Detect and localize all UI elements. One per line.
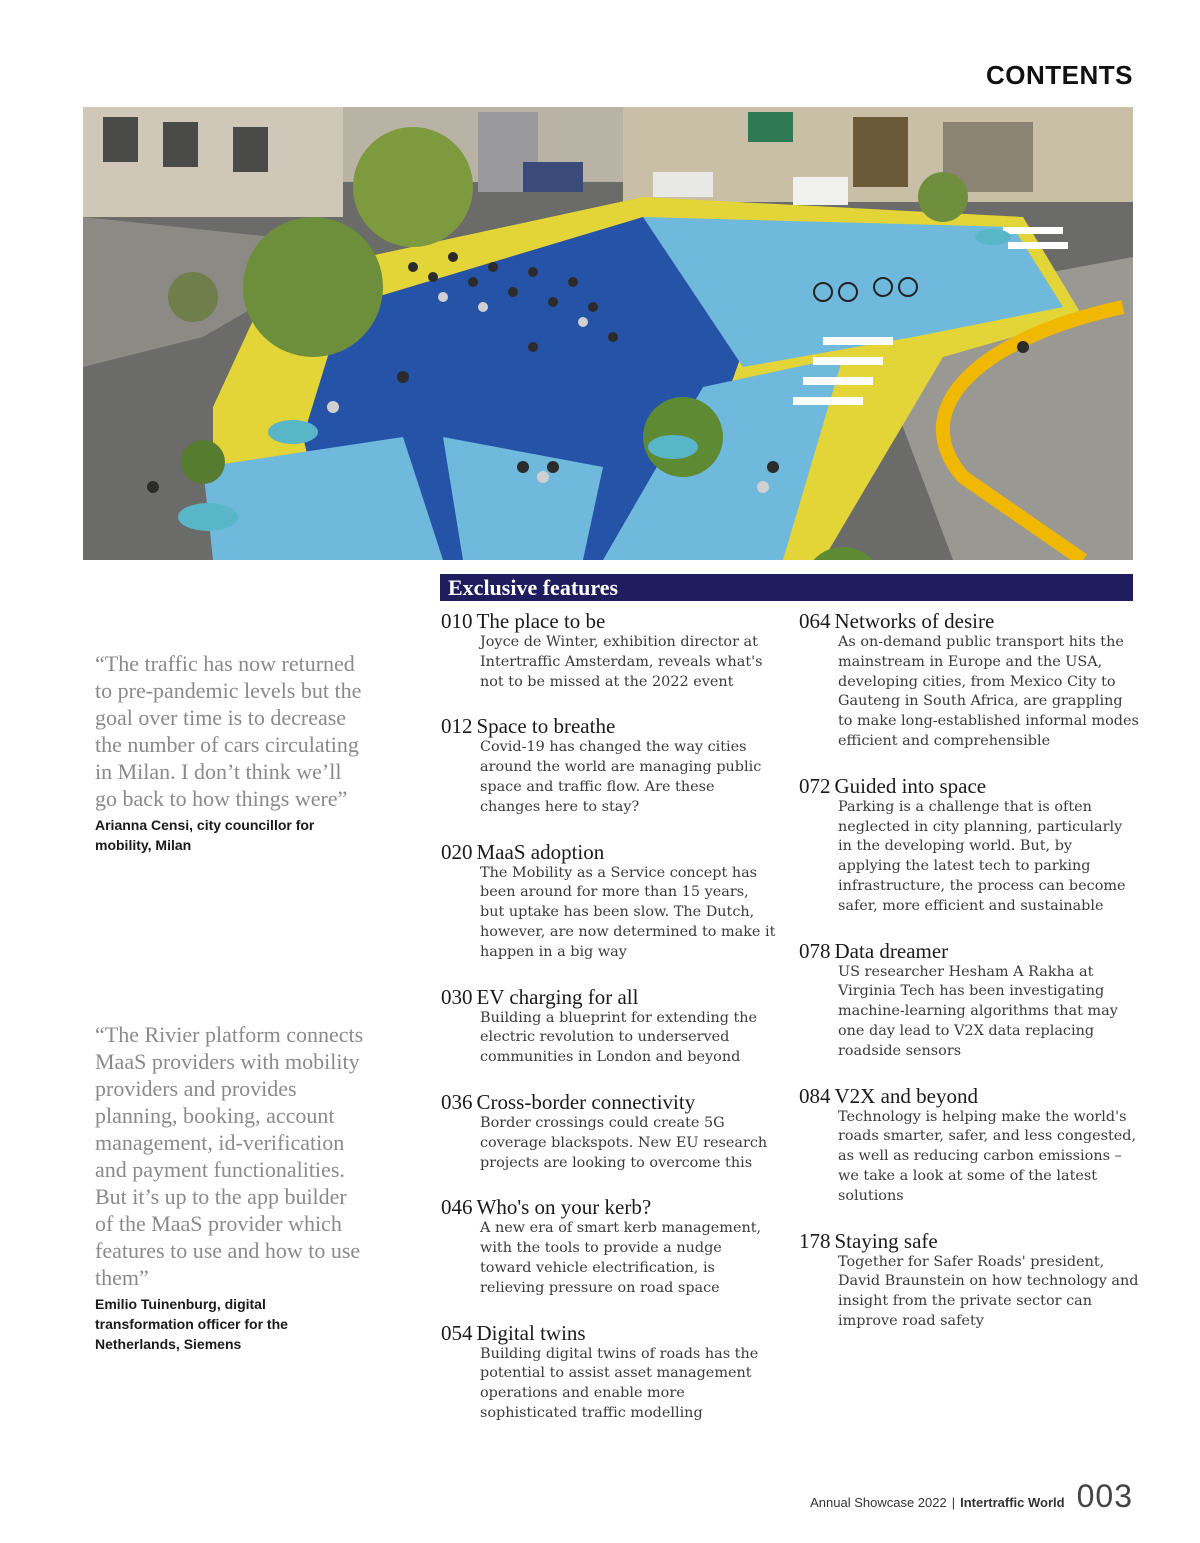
- toc-entry[interactable]: [799, 1084, 1139, 1207]
- toc-page-number: 072: [799, 773, 831, 798]
- toc-entry[interactable]: [441, 1321, 776, 1424]
- toc-entry-title: Guided into space: [834, 773, 987, 798]
- toc-entry-title: Networks of desire: [834, 609, 995, 633]
- toc-entry-description: A new era of smart kerb management, with the tools to provide a nudge toward vehicle electrification, is relieving pressure on road space: [480, 1220, 762, 1296]
- toc-page-number: 178: [799, 1228, 831, 1253]
- toc-entry-description: Parking is a challenge that is often neglected in city planning, particularly in the developing world. But, by applying the latest tech to parking infrastructure, the process can become safer, more efficient and sustainable: [838, 798, 1126, 914]
- toc-page-number: 078: [799, 938, 831, 963]
- toc-page-number: 054: [441, 1320, 473, 1345]
- toc-page-number: 064: [799, 609, 831, 633]
- toc-entry-description: Covid-19 has changed the way cities around the world are managing public space and traffic flow. Are these changes here to stay?: [480, 739, 762, 815]
- toc-entry-description: Building digital twins of roads has the potential to assist asset management operations and enable more sophisticated traffic modelling: [480, 1345, 759, 1421]
- toc-entry[interactable]: [441, 714, 776, 817]
- toc-entry-description: US researcher Hesham A Rakha at Virginia Tech has been investigating machine-learning algorithms that may one day lead to V2X data replacing roadside sensors: [838, 963, 1118, 1059]
- toc-entry-description: Border crossings could create 5G coverage blackspots. New EU research projects are looking to overcome this: [480, 1114, 768, 1171]
- footer-publication: Annual Showcase 2022: [810, 1495, 947, 1510]
- toc-entry-title: The place to be: [476, 609, 606, 633]
- pull-quote-censi: [95, 650, 365, 855]
- page-title: CONTENTS: [986, 60, 1133, 90]
- toc-entry-heading: [441, 714, 776, 738]
- pull-quote-tuinenburg: [95, 1021, 365, 1354]
- toc-entry-description: The Mobility as a Service concept has been around for more than 15 years, but uptake has been slow. The Dutch, however, are now determined to make it happen in a big way: [480, 864, 776, 960]
- toc-entry-heading: [441, 840, 776, 864]
- toc-entry-description: Joyce de Winter, exhibition director at Intertraffic Amsterdam, reveals what's not to be missed at the 2022 event: [480, 634, 763, 690]
- toc-entry-title: Who's on your kerb?: [476, 1195, 652, 1220]
- page-footer: [810, 1478, 1133, 1515]
- toc-entry-title: Data dreamer: [834, 938, 949, 963]
- toc-entry-heading: [441, 1195, 776, 1219]
- toc-entry-heading: [441, 1090, 776, 1114]
- toc-entry[interactable]: [799, 939, 1139, 1062]
- toc-entry[interactable]: [441, 985, 776, 1068]
- toc-entry-heading: [799, 774, 1139, 798]
- toc-page-number: 036: [441, 1089, 473, 1114]
- toc-page-number: 084: [799, 1083, 831, 1108]
- toc-page-number: 030: [441, 984, 473, 1009]
- toc-entry-description: Building a blueprint for extending the electric revolution to underserved communities in London and beyond: [480, 1009, 758, 1066]
- toc-entry-heading: [799, 939, 1139, 963]
- toc-page-number: 012: [441, 714, 473, 739]
- toc-entry-heading: [799, 1229, 1139, 1253]
- toc-entry[interactable]: [441, 1195, 776, 1298]
- toc-entry[interactable]: [799, 609, 1139, 752]
- toc-entry[interactable]: [799, 774, 1139, 917]
- toc-column-right: [799, 609, 1139, 1354]
- section-banner: [440, 574, 1133, 601]
- toc-page-number: 010: [441, 609, 473, 633]
- toc-entry-title: Staying safe: [834, 1228, 938, 1253]
- toc-entry-description: Technology is helping make the world's roads smarter, safer, and less congested, as well as reducing carbon emissions – we take a look at some of the latest solutions: [838, 1108, 1137, 1204]
- toc-entry-title: Digital twins: [476, 1320, 586, 1345]
- toc-entry-title: Cross-border connectivity: [476, 1089, 696, 1114]
- toc-entry[interactable]: [441, 1090, 776, 1173]
- toc-entry-title: EV charging for all: [476, 984, 639, 1009]
- toc-entry-title: V2X and beyond: [834, 1083, 978, 1108]
- toc-entry-heading: [799, 609, 1139, 633]
- pull-quote-text: “The traffic has now returned to pre-pandemic levels but the goal over time is to decrease the number of cars circulating in Milan. I don’t think we’ll go back to how things were”: [95, 651, 362, 811]
- footer-brand: Intertraffic World: [960, 1495, 1065, 1510]
- toc-entry[interactable]: [441, 840, 776, 963]
- toc-entry[interactable]: [441, 609, 776, 692]
- toc-entry-description: Together for Safer Roads' president, David Braunstein on how technology and insight from the private sector can improve road safety: [838, 1253, 1139, 1329]
- footer-separator: |: [951, 1495, 956, 1510]
- toc-entry-description: As on-demand public transport hits the mainstream in Europe and the USA, developing cities, from Mexico City to Gauteng in South Africa, are grappling to make long-established informal modes efficient and comprehensible: [838, 634, 1139, 749]
- page-number: 003: [1076, 1478, 1133, 1514]
- pull-quote-attribution: Emilio Tuinenburg, digital transformation officer for the Netherlands, Siemens: [95, 1296, 288, 1352]
- pull-quote-attribution: Arianna Censi, city councillor for mobility, Milan: [95, 817, 315, 853]
- section-title: Exclusive features: [448, 575, 619, 600]
- toc-page-number: 020: [441, 839, 473, 864]
- toc-entry-title: MaaS adoption: [476, 839, 605, 864]
- pull-quote-text: “The Rivier platform connects MaaS providers with mobility providers and provides planning, booking, account management, id-verification and payment functionalities. But it’s up to the app builder of the MaaS provider which features to use and how to use them”: [95, 1022, 364, 1290]
- street-plaza-photo: [83, 107, 1133, 560]
- toc-entry-heading: [441, 1321, 776, 1345]
- toc-entry-heading: [799, 1084, 1139, 1108]
- toc-page-number: 046: [441, 1195, 473, 1220]
- toc-entry-heading: [441, 609, 776, 633]
- toc-entry-title: Space to breathe: [476, 714, 616, 739]
- toc-entry-heading: [441, 985, 776, 1009]
- toc-entry[interactable]: [799, 1229, 1139, 1332]
- toc-column-left: [441, 609, 776, 1446]
